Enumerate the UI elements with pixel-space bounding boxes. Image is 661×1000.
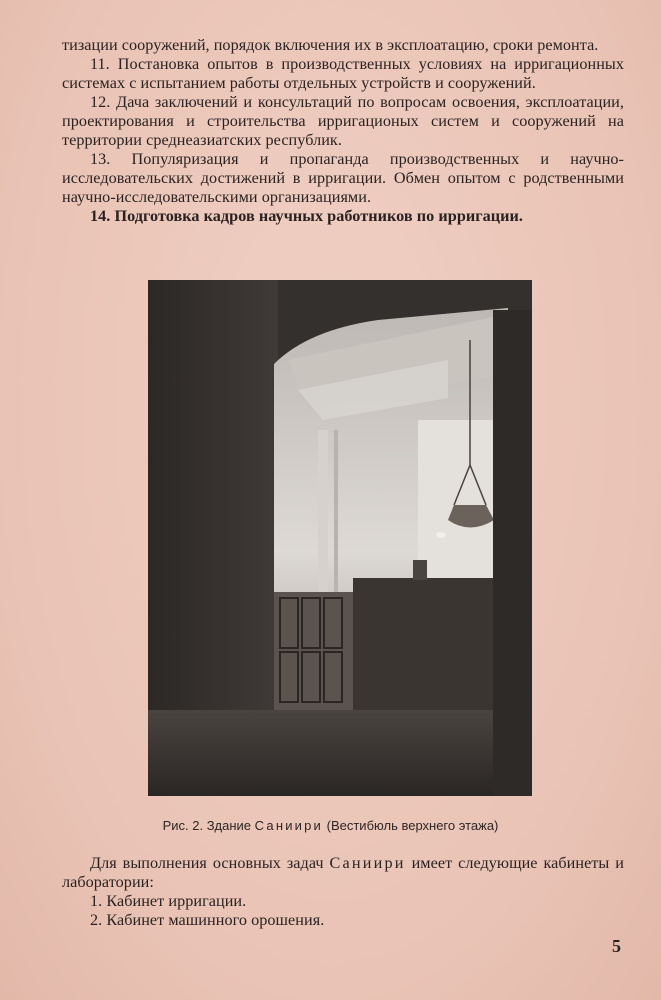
caption-suffix: (Вестибюль верхнего этажа) [323,818,499,833]
page-number: 5 [612,936,621,956]
list-item-1: 1. Кабинет ирригации. [90,892,247,910]
vestibule-photo-drawing [148,280,532,796]
paragraph-item-14: 14. Подготовка кадров научных работников по ирригации. [90,207,524,225]
intro-paragraph [62,854,624,892]
vestibule-photo [148,280,532,796]
paragraph-continuation: тизации сооружений, порядок включения их в эксплоатацию, сроки ремонта. [62,36,599,54]
paragraph-item-12: 12. Дача заключений и консультаций по вопросам освоения, эксплоатации, проектирования и строительства ирригационых систем и сооружений на территории среднеазиатских республик. [62,93,624,149]
paragraph-item-11: 11. Постановка опытов в производственных условиях на ирригационных системах с испытанием работы отдельных устройств и сооружений. [62,55,624,92]
intro-institution-name: Саниири [329,854,406,872]
caption-prefix: Рис. 2. Здание [162,818,255,833]
intro-text-a: Для выполнения основных задач [90,854,330,872]
top-text [62,36,624,226]
list-item-2: 2. Кабинет машинного орошения. [90,911,325,929]
intro-text-b: имеет следующие кабинеты и лаборатории: [62,854,624,891]
bottom-text [62,854,624,930]
figure-caption [0,818,661,833]
caption-institution-name: Саниири [254,818,324,833]
paragraph-item-13: 13. Популяризация и пропаганда производственных и научно-исследовательских достижений в ирригации. Обмен опытом с родственными научно-исследовательскими организациями. [62,150,624,206]
